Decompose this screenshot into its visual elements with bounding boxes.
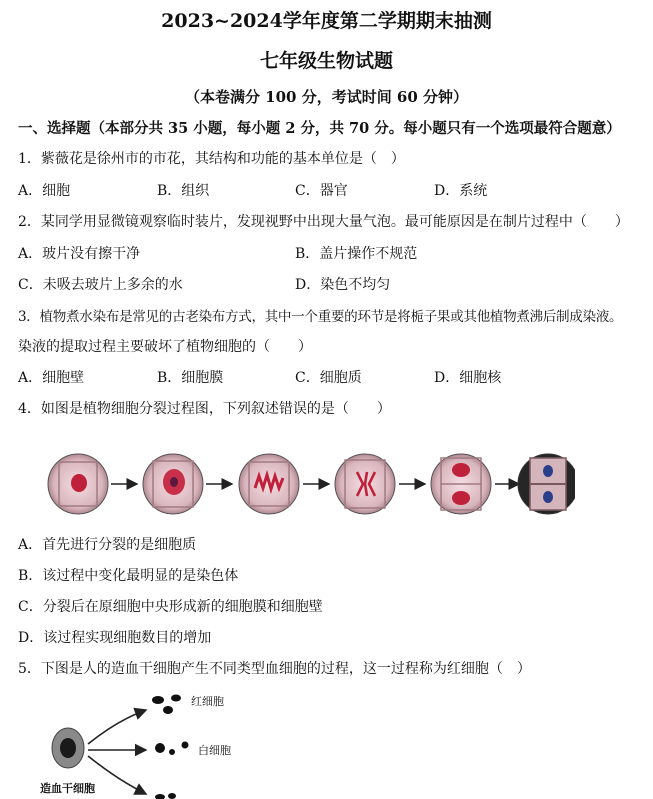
cell-division-figure bbox=[45, 448, 575, 520]
white-cell-label: 白细胞 bbox=[198, 744, 231, 757]
question-1-option-b: B．组织 bbox=[157, 183, 210, 199]
division-stage-5 bbox=[431, 454, 491, 514]
hematopoiesis-figure bbox=[38, 690, 258, 799]
arrow-to-platelet bbox=[88, 756, 146, 794]
stem-cell-label: 造血干细胞 bbox=[40, 782, 95, 795]
question-2-option-a: A．玻片没有擦干净 bbox=[18, 246, 141, 262]
question-1-option-c: C．器官 bbox=[295, 183, 348, 199]
question-2-option-d: D．染色不均匀 bbox=[295, 277, 391, 293]
division-stage-2 bbox=[143, 454, 203, 514]
question-3-stem-line-1: 3．植物煮水染布是常见的古老染布方式，其中一个重要的环节是将栀子果或其他植物煮沸后制成染液。 bbox=[18, 309, 623, 325]
red-cells bbox=[152, 695, 181, 715]
question-4-option-d: D．该过程实现细胞数目的增加 bbox=[18, 630, 212, 646]
exam-title: 2023~2024学年度第二学期期末抽测 bbox=[161, 10, 492, 32]
question-4-stem: 4．如图是植物细胞分裂过程图，下列叙述错误的是（ ） bbox=[18, 401, 391, 417]
platelet-cells bbox=[155, 793, 176, 799]
division-stage-4 bbox=[335, 454, 395, 514]
question-2-option-c: C．未吸去玻片上多余的水 bbox=[18, 277, 183, 293]
exam-note: （本卷满分 100 分，考试时间 60 分钟） bbox=[184, 88, 469, 106]
division-stage-6 bbox=[518, 454, 575, 514]
question-3-option-d: D．细胞核 bbox=[434, 370, 502, 386]
question-3-option-c: C．细胞质 bbox=[295, 370, 362, 386]
section-heading: 一、选择题（本部分共 35 小题，每小题 2 分，共 70 分。每小题只有一个选项最符合题意） bbox=[18, 120, 621, 137]
question-4-option-b: B．该过程中变化最明显的是染色体 bbox=[18, 568, 239, 584]
white-cells bbox=[155, 742, 189, 756]
question-1-option-a: A．细胞 bbox=[18, 183, 71, 199]
question-3-option-a: A．细胞壁 bbox=[18, 370, 85, 386]
question-4-option-a: A．首先进行分裂的是细胞质 bbox=[18, 537, 197, 553]
question-3-option-b: B．细胞膜 bbox=[157, 370, 224, 386]
question-2-stem: 2．某同学用显微镜观察临时装片，发现视野中出现大量气泡。最可能原因是在制片过程中（ ） bbox=[18, 214, 629, 230]
question-1-stem: 1．紫薇花是徐州市的市花，其结构和功能的基本单位是（ ） bbox=[18, 151, 405, 167]
division-stage-1 bbox=[48, 454, 108, 514]
arrow-to-red bbox=[88, 710, 146, 744]
question-5-stem: 5．下图是人的造血干细胞产生不同类型血细胞的过程，这一过程称为红细胞（ ） bbox=[18, 661, 531, 677]
question-3-stem-line-2: 染液的提取过程主要破坏了植物细胞的（ ） bbox=[18, 339, 312, 355]
question-2-option-b: B．盖片操作不规范 bbox=[295, 246, 418, 262]
exam-subtitle: 七年级生物试题 bbox=[259, 50, 393, 72]
question-1-option-d: D．系统 bbox=[434, 183, 488, 199]
red-cell-label: 红细胞 bbox=[191, 695, 224, 708]
question-4-option-c: C．分裂后在原细胞中央形成新的细胞膜和细胞壁 bbox=[18, 599, 323, 615]
division-stage-3 bbox=[239, 454, 299, 514]
